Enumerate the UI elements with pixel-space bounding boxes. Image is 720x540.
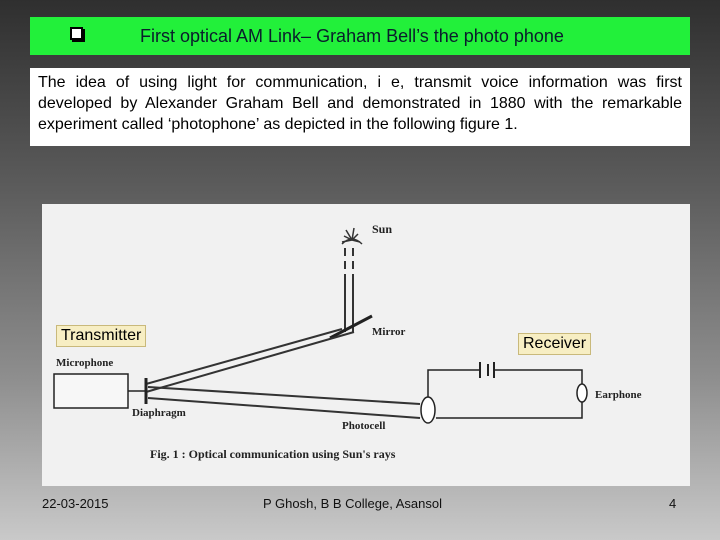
page-number: 4 [669,496,677,511]
earphone-icon [577,384,587,402]
diaphragm-label: Diaphragm [132,407,186,419]
mirror-icon [330,316,372,338]
microphone-label: Microphone [56,357,114,369]
light-beam-to-photocell [148,387,420,418]
sun-label: Sun [372,222,393,236]
footer-date: 22-03-2015 [42,496,109,511]
footer-author: P Ghosh, B B College, Asansol [263,496,442,511]
mirror-label: Mirror [372,326,406,338]
earphone-label: Earphone [595,389,642,401]
photocell-icon [421,397,435,423]
light-beam-to-diaphragm [146,329,354,392]
intro-paragraph: The idea of using light for communication, i e, transmit voice information was first developed by Alexander Graham Bell and demonstrated in 1880 with the remarkable experiment called ‘photophone’ as depicted in the following figure 1. [30,68,690,146]
sun-icon [342,228,362,244]
microphone-box [54,374,128,408]
transmitter-label: Transmitter [56,325,146,347]
photocell-label: Photocell [342,420,386,432]
slide-title-bar [30,17,690,55]
checkbox-bullet-icon [70,27,83,40]
receiver-circuit [428,362,582,418]
figure-caption: Fig. 1 : Optical communication using Sun's rays [150,447,396,461]
receiver-label: Receiver [518,333,591,355]
slide-title: First optical AM Link– Graham Bell’s the photo phone [140,26,564,46]
sun-rays [345,248,353,332]
